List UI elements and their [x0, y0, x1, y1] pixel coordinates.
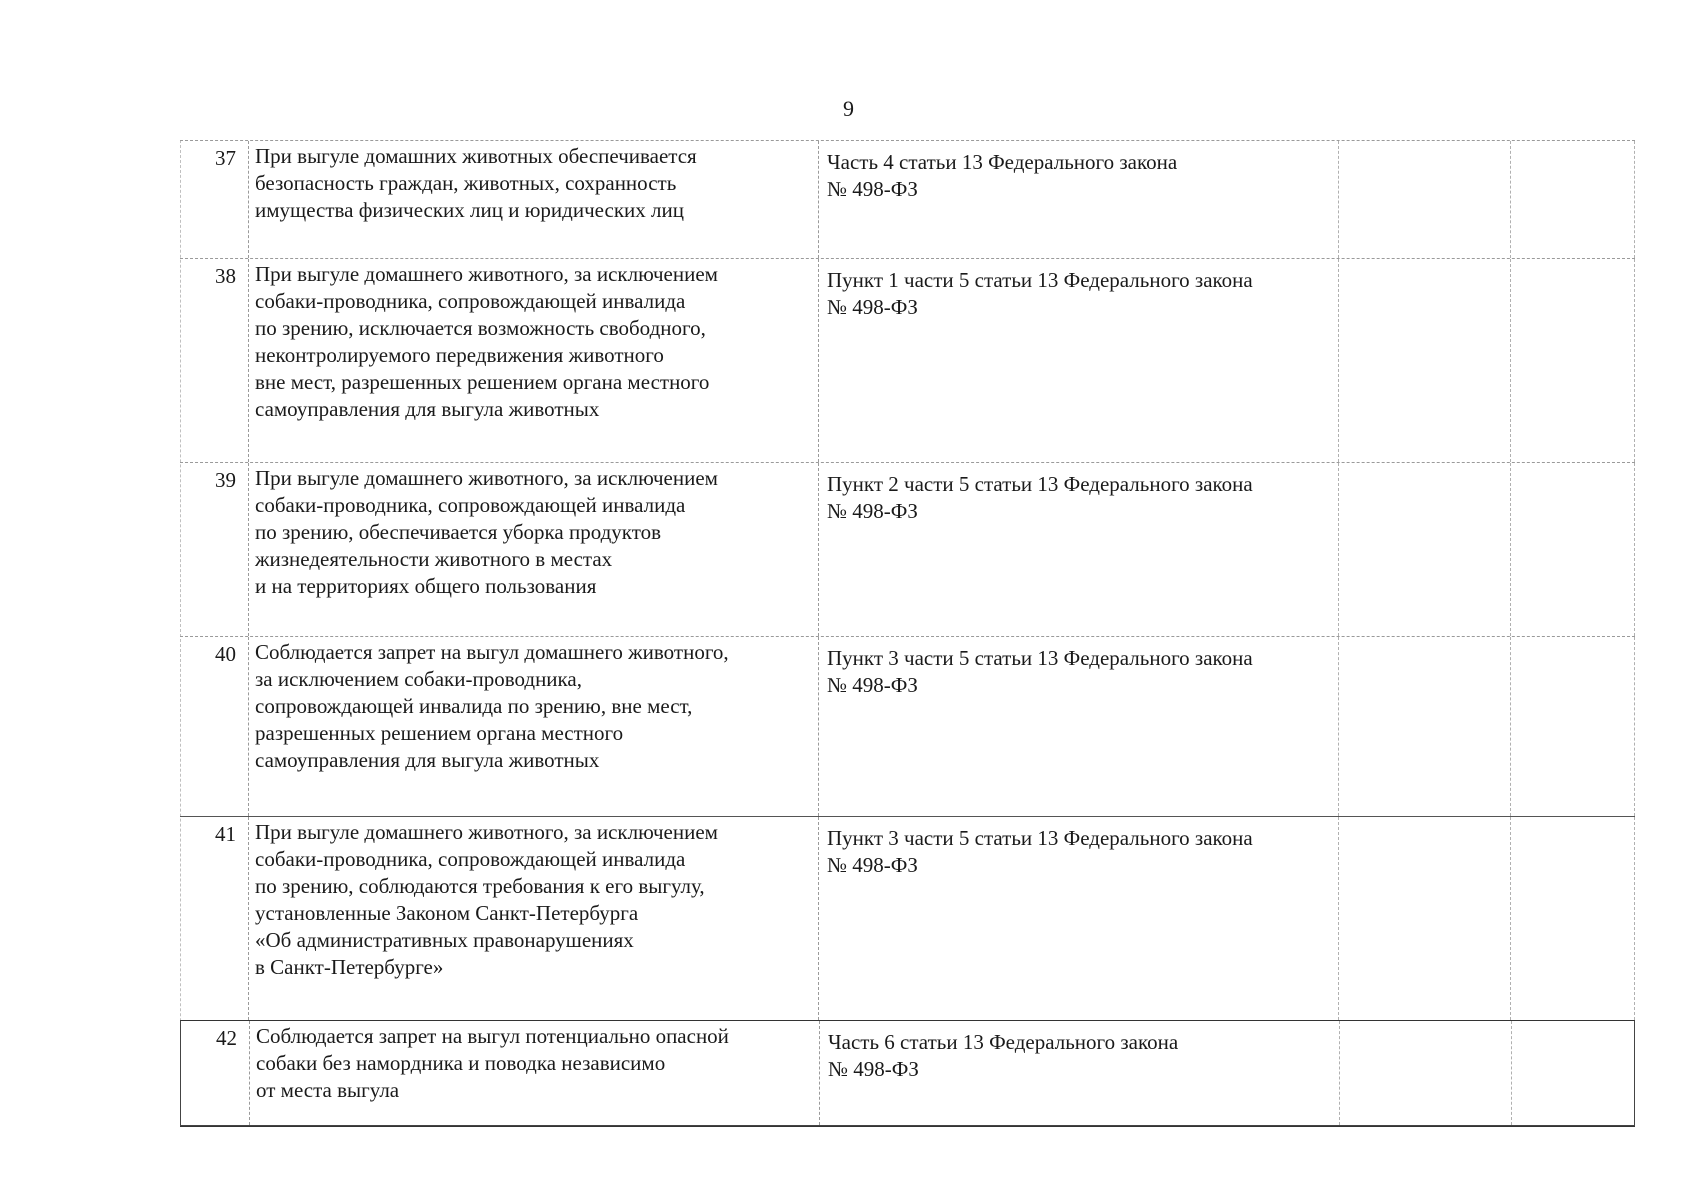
legal-reference: Часть 4 статьи 13 Федерального закона № 498-ФЗ: [818, 141, 1338, 258]
row-number: 39: [215, 468, 236, 492]
row-number: 37: [215, 146, 236, 170]
requirement-text: При выгуле домашнего животного, за исключением собаки-проводника, сопровождающей инвалида по зрению, обеспечивается уборка продуктов жизнедеятельности животного в местах и на территориях общего пользования: [248, 463, 818, 636]
requirement-text: При выгуле домашнего животного, за исключением собаки-проводника, сопровождающей инвалида по зрению, исключается возможность свободного, неконтролируемого передвижения животного вне мест, разрешенных решением органа местного самоуправления для выгула животных: [248, 259, 818, 462]
legal-reference: Пункт 2 части 5 статьи 13 Федерального закона № 498-ФЗ: [818, 463, 1338, 636]
legal-reference: Пункт 3 части 5 статьи 13 Федерального закона № 498-ФЗ: [818, 817, 1338, 1020]
requirement-text: При выгуле домашнего животного, за исключением собаки-проводника, сопровождающей инвалида по зрению, соблюдаются требования к его выгулу, установленные Законом Санкт-Петербурга «Об административных правонарушениях в Санкт-Петербурге»: [248, 817, 818, 1020]
empty-cell: [1338, 817, 1510, 1020]
requirement-text: Соблюдается запрет на выгул домашнего животного, за исключением собаки-проводника, сопровождающей инвалида по зрению, вне мест, разрешенных решением органа местного самоуправления для выгула животных: [248, 637, 818, 816]
table-row: [180, 816, 1635, 1020]
row-number: 41: [215, 822, 236, 846]
empty-cell: [1338, 141, 1510, 258]
empty-cell: [1510, 817, 1635, 1020]
empty-cell: [1338, 463, 1510, 636]
legal-reference: Часть 6 статьи 13 Федерального закона № 498-ФЗ: [819, 1021, 1339, 1125]
empty-cell: [1510, 463, 1635, 636]
legal-reference: Пункт 1 части 5 статьи 13 Федерального закона № 498-ФЗ: [818, 259, 1338, 462]
requirement-text: Соблюдается запрет на выгул потенциально опасной собаки без намордника и поводка независимо от места выгула: [249, 1021, 819, 1125]
row-number: 42: [216, 1026, 237, 1050]
row-number: 40: [215, 642, 236, 666]
empty-cell: [1511, 1021, 1636, 1125]
table-bottom-border: [180, 1126, 1635, 1127]
row-number: 38: [215, 264, 236, 288]
page-number: 9: [843, 96, 854, 121]
table-row: [180, 636, 1635, 816]
table-row: [180, 1020, 1635, 1126]
empty-cell: [1510, 141, 1635, 258]
requirement-text: При выгуле домашних животных обеспечивается безопасность граждан, животных, сохранность имущества физических лиц и юридических лиц: [248, 141, 818, 258]
empty-cell: [1338, 637, 1510, 816]
table-row: [180, 462, 1635, 636]
table-row: [180, 140, 1635, 258]
empty-cell: [1510, 637, 1635, 816]
legal-reference: Пункт 3 части 5 статьи 13 Федерального закона № 498-ФЗ: [818, 637, 1338, 816]
empty-cell: [1510, 259, 1635, 462]
empty-cell: [1339, 1021, 1511, 1125]
empty-cell: [1338, 259, 1510, 462]
table-row: [180, 258, 1635, 462]
